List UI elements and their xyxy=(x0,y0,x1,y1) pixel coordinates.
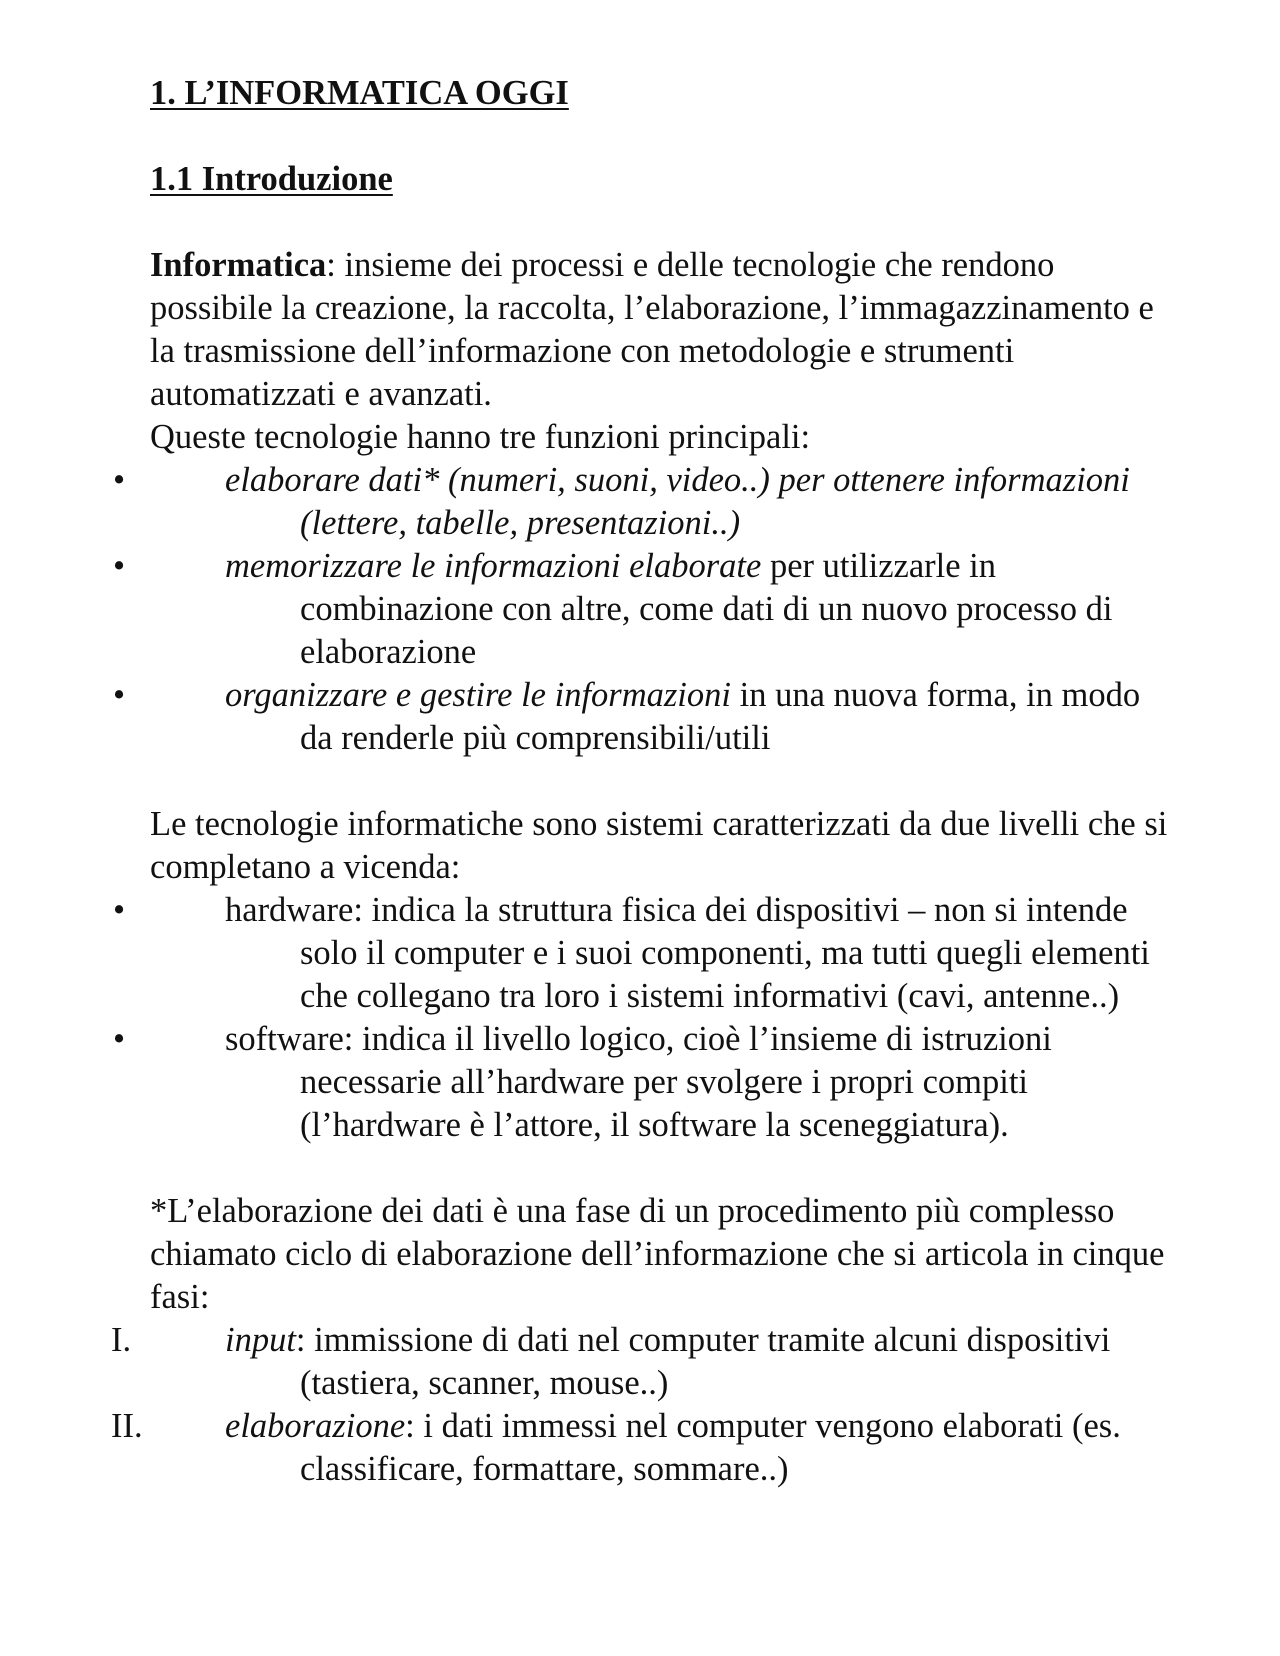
spacer xyxy=(150,1147,1170,1190)
footnote-paragraph: *L’elaborazione dei dati è una fase di un procedimento più complesso chiamato ciclo di elaborazione dell’informazione che si articola in cinque fasi: xyxy=(150,1192,1165,1316)
level-text: hardware: indica la struttura fisica dei dispositivi – non si intende solo il computer e i suoi componenti, ma tutti quegli elementi che collegano tra loro i sistemi informativi (cavi, antenne..) xyxy=(225,891,1150,1015)
function-italic: elaborare dati* (numeri, suoni, video..) per ottenere informazioni (lettere, tabelle, presentazioni..) xyxy=(225,461,1130,542)
spacer xyxy=(150,115,1170,158)
spacer xyxy=(150,201,1170,244)
document-page xyxy=(111,72,1170,1491)
section-heading: 1.1 Introduzione xyxy=(150,160,393,198)
phase-text: : immissione di dati nel computer tramite alcuni dispositivi (tastiera, scanner, mouse..) xyxy=(295,1321,1111,1402)
function-italic: organizzare e gestire le informazioni xyxy=(225,676,731,714)
definition-term: Informatica xyxy=(150,246,327,284)
list-item: • organizzare e gestire le informazioni in una nuova forma, in modo da renderle più comprensibili/utili xyxy=(113,676,1141,757)
function-italic: memorizzare le informazioni elaborate xyxy=(225,547,762,585)
phase-text: : i dati immessi nel computer vengono elaborati (es. classificare, formattare, sommare..) xyxy=(300,1407,1121,1488)
spacer xyxy=(150,760,1170,803)
list-item: • software: indica il livello logico, cioè l’insieme di istruzioni necessarie all’hardware per svolgere i propri compiti (l’hardware è l’attore, il software la sceneggiatura). xyxy=(113,1020,1052,1144)
definition-text: : insieme dei processi e delle tecnologie che rendono possibile la creazione, la raccolta, l’elaborazione, l’immagazzinamento e la trasmissione dell’informazione con metodologie e strumenti automatizzati e avanzati. xyxy=(150,246,1154,413)
list-item: • memorizzare le informazioni elaborate per utilizzarle in combinazione con altre, come dati di un nuovo processo di elaborazione xyxy=(113,547,1113,671)
definition-paragraph xyxy=(150,244,1170,416)
level-text: software: indica il livello logico, cioè l’insieme di istruzioni necessarie all’hardware per svolgere i propri compiti (l’hardware è l’attore, il software la sceneggiatura). xyxy=(225,1020,1052,1144)
list-item: • hardware: indica la struttura fisica dei dispositivi – non si intende solo il computer e i suoi componenti, ma tutti quegli elementi che collegano tra loro i sistemi informativi (cavi, antenne..) xyxy=(113,891,1150,1015)
list-item: I. input: immissione di dati nel computer tramite alcuni dispositivi (tastiera, scanner, mouse..) xyxy=(111,1321,1111,1402)
phase-term: input xyxy=(225,1321,296,1359)
function-rest: in una nuova forma, in modo da renderle più comprensibili/utili xyxy=(300,676,1141,757)
levels-list xyxy=(113,889,1170,1147)
phase-term: elaborazione xyxy=(225,1407,406,1445)
list-item: • elaborare dati* (numeri, suoni, video..) per ottenere informazioni (lettere, tabelle, presentazioni..) xyxy=(113,461,1130,542)
functions-list xyxy=(113,459,1170,760)
levels-intro: Le tecnologie informatiche sono sistemi caratterizzati da due livelli che si completano a vicenda: xyxy=(150,805,1168,886)
list-item: II. elaborazione: i dati immessi nel computer vengono elaborati (es. classificare, formattare, sommare..) xyxy=(111,1407,1121,1488)
function-rest: per utilizzarle in combinazione con altre, come dati di un nuovo processo di elaborazione xyxy=(300,547,1113,671)
functions-intro: Queste tecnologie hanno tre funzioni principali: xyxy=(150,418,811,456)
chapter-heading: 1. L’INFORMATICA OGGI xyxy=(150,74,569,112)
phases-list xyxy=(111,1319,1170,1491)
